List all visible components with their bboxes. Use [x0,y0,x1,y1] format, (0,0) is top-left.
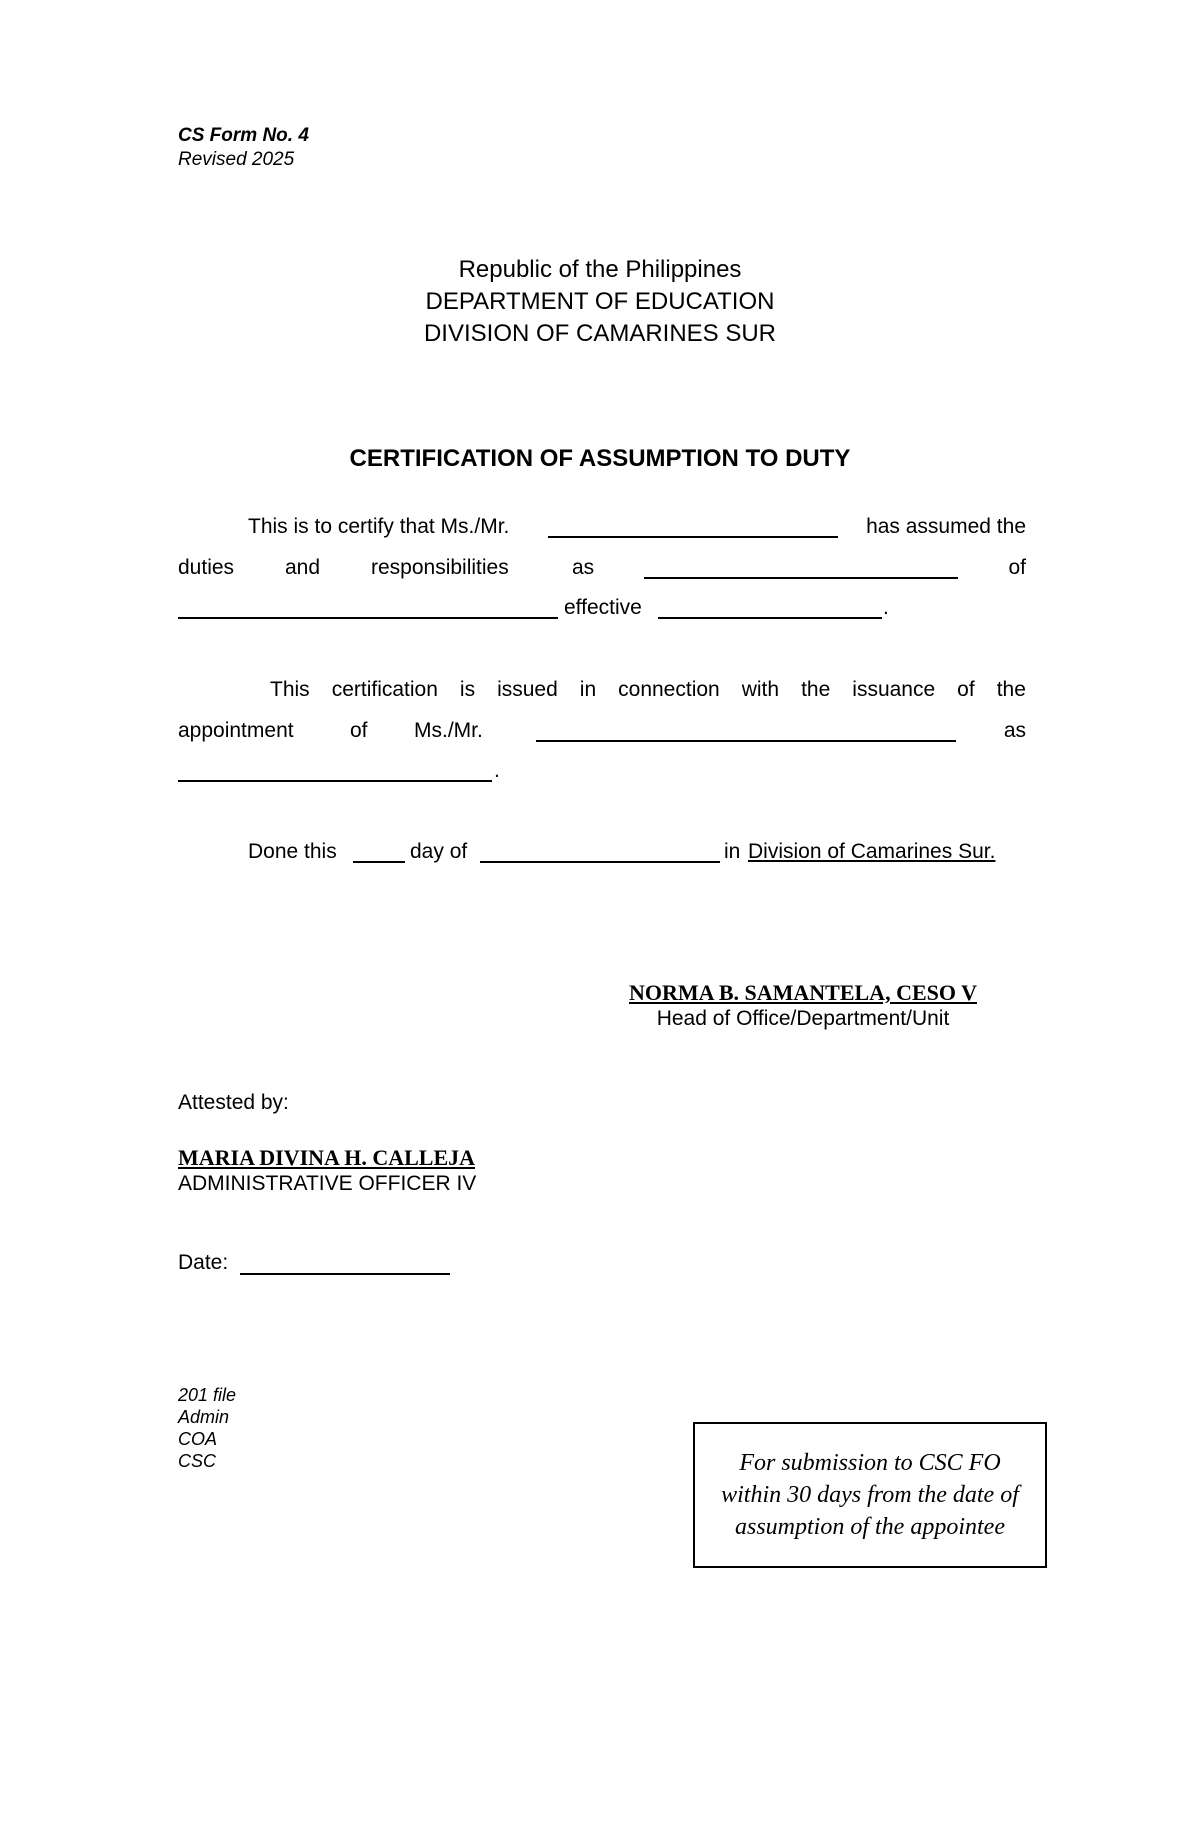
signatory-position: Head of Office/Department/Unit [656,1007,950,1030]
effective-date-blank[interactable] [658,617,882,619]
para2-word: is [459,678,476,701]
done-in: in [724,840,741,863]
para2-word: issuance [852,678,936,701]
para2-period: . [494,759,500,782]
appointee-name-blank[interactable] [536,740,956,742]
para2-indent [178,676,248,704]
word-and: and [285,556,321,579]
para2-word: of [957,678,975,701]
para2-line3 [178,757,1026,785]
para2-word: This [270,678,310,701]
header-department: DEPARTMENT OF EDUCATION [425,288,775,315]
office-blank[interactable] [178,617,558,619]
attestation-name: MARIA DIVINA H. CALLEJA [178,1145,476,1170]
word-effective: effective [564,596,642,619]
para1-line3 [178,594,1026,622]
header-country: Republic of the Philippines [458,256,742,283]
word-as: as [1003,719,1026,742]
word-msmr: Ms./Mr. [414,719,483,742]
signatory-name: NORMA B. SAMANTELA, CESO V [629,980,977,1005]
header-division: DIVISION OF CAMARINES SUR [423,320,777,347]
employee-name-blank[interactable] [548,536,838,538]
day-blank[interactable] [353,861,405,863]
signatory-block [610,980,996,1032]
done-place: Division of Camarines Sur. [748,840,996,863]
month-year-blank[interactable] [480,861,720,863]
attestation-position: ADMINISTRATIVE OFFICER IV [178,1172,477,1195]
para2-line2 [178,717,1026,745]
para2-word: with [741,678,780,701]
copy-item: Admin [178,1407,230,1427]
copy-furnished-list [178,1384,236,1472]
word-appointment: appointment [178,719,294,742]
copy-item: 201 file [178,1385,237,1405]
date-row [178,1250,478,1278]
para2-word: connection [618,678,720,701]
form-meta [178,124,309,172]
copy-item: COA [178,1429,218,1449]
appointee-position-blank[interactable] [178,780,492,782]
submission-notice-box [693,1422,1047,1568]
para2-word: the [801,678,831,701]
para2-word: issued [497,678,558,701]
word-duties: duties [178,556,235,579]
date-label: Date: [178,1251,229,1274]
para2-line1 [178,676,1026,704]
document-title: CERTIFICATION OF ASSUMPTION TO DUTY [349,445,851,472]
form-revision: Revised 2025 [178,149,295,170]
word-as: as [572,556,595,579]
para2-word: certification [331,678,438,701]
attested-label: Attested by: [178,1091,289,1114]
para1-line1-suffix: has assumed the [866,515,1026,538]
done-day-of: day of [410,840,468,863]
para1-line2 [178,554,1026,582]
word-of: of [350,719,368,742]
attestation-block [178,1145,476,1197]
date-blank[interactable] [240,1273,450,1275]
submission-notice-text: For submission to CSC FO within 30 days from the date of assumption of the appointee [721,1450,1019,1540]
para1-line1 [178,513,1026,541]
done-line [178,838,1026,866]
form-number: CS Form No. 4 [178,125,309,146]
done-prefix: Done this [248,840,337,863]
position-blank[interactable] [644,577,958,579]
para1-period: . [883,596,889,619]
document-header [0,254,1200,350]
para2-word: in [579,678,597,701]
word-responsibilities: responsibilities [371,556,509,579]
copy-item: CSC [178,1451,217,1471]
word-of: of [1008,556,1026,579]
para1-line1-prefix: This is to certify that Ms./Mr. [248,515,510,538]
para2-word: the [996,678,1026,701]
